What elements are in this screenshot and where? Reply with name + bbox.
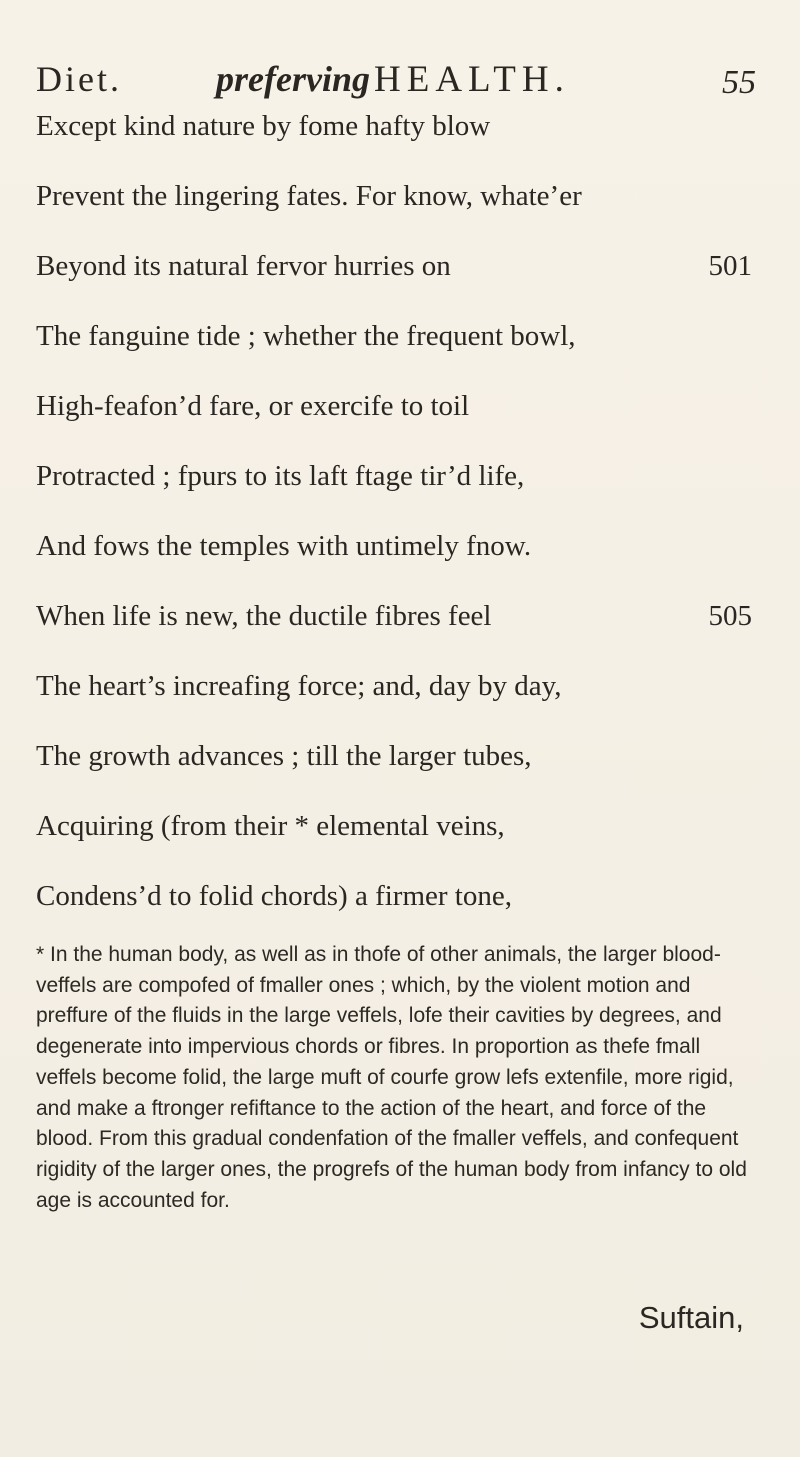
verse-text: Prevent the lingering fates. For know, whate’er: [36, 180, 582, 212]
verse-text: The growth advances ; till the larger tubes,: [36, 740, 532, 772]
footnote: [36, 940, 752, 1216]
verse-text: When life is new, the ductile fibres feel: [36, 600, 492, 632]
catchword: Suftain,: [638, 1300, 744, 1335]
footnote-text: * In the human body, as well as in thofe of other animals, the larger blood-veffels are compofed of fmaller ones ; which, by the violent motion and preffure of the fluids in the large veffels, lofe their cavities by degrees, and degenerate into impervious chords or fibres. In proportion as thefe fmall veffels become folid, the large muft of courfe grow lefs extenfile, more rigid, and make a ftronger refiftance to the action of the heart, and force of the blood. From this gradual condenfation of the fmaller veffels, and confequent rigidity of the larger ones, the progrefs of the human body from infancy to old age is accounted for.: [36, 943, 747, 1212]
verse-line: [36, 600, 756, 633]
verse-line: [36, 740, 756, 773]
verse-line: [36, 810, 756, 843]
running-header: [36, 58, 756, 108]
verse-text: High-feafon’d fare, or exercife to toil: [36, 390, 470, 422]
verse-line: [36, 320, 756, 353]
verse-line: [36, 250, 756, 283]
verse-text: The heart’s increafing force; and, day by day,: [36, 670, 562, 702]
line-number: 501: [708, 250, 752, 282]
verse-line: [36, 180, 756, 213]
page-number: 55: [722, 64, 756, 101]
verse-line: [36, 880, 756, 913]
verse-line: [36, 670, 756, 703]
verse-text: Condens’d to folid chords) a firmer tone,: [36, 880, 512, 912]
verse-line: [36, 110, 756, 143]
running-head-italic: preferving: [216, 59, 370, 99]
verse-text: Except kind nature by fome hafty blow: [36, 110, 491, 142]
verse-text: Beyond its natural fervor hurries on: [36, 250, 451, 282]
verse-text: And fows the temples with untimely fnow.: [36, 530, 532, 562]
verse-text: The fanguine tide ; whether the frequent bowl,: [36, 320, 576, 352]
running-head-right: HEALTH.: [374, 59, 570, 100]
verse-line: [36, 460, 756, 493]
verse-line: [36, 530, 756, 563]
line-number: 505: [708, 600, 752, 632]
verse-text: Acquiring (from their * elemental veins,: [36, 810, 505, 842]
running-head-left: Diet.: [36, 59, 122, 99]
verse-line: [36, 390, 756, 423]
verse-text: Protracted ; fpurs to its laft ftage tir’d life,: [36, 460, 525, 492]
